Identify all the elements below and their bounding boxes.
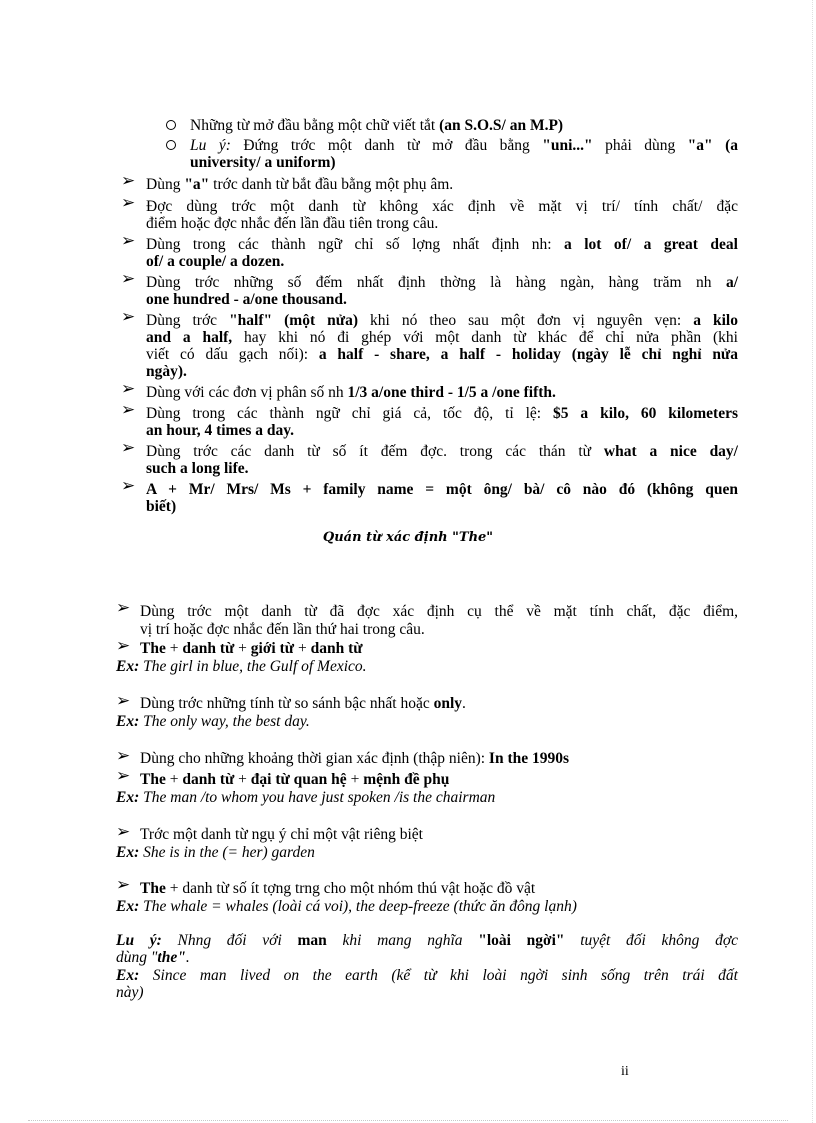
- page-right-border: [812, 0, 813, 1123]
- article-a-item-continued: biết): [146, 498, 177, 515]
- article-a-item-continued: ngày).: [146, 363, 187, 380]
- example-line: Ex: The only way, the best day.: [116, 713, 310, 730]
- arrow-bullet-icon: ➢: [121, 269, 136, 289]
- the-item: The + danh từ + giới từ + danh từ: [140, 640, 363, 657]
- example-line: Ex: Since man lived on the earth (kể từ khi loài ngời sinh sống trên trái đất: [116, 967, 738, 984]
- article-a-item-continued: such a long life.: [146, 460, 249, 477]
- the-item: Dùng trớc một danh từ đã đợc xác định cụ thể về mặt tính chất, đặc điểm,: [140, 603, 738, 620]
- article-a-item: Dùng trong các thành ngữ chỉ giá cả, tốc độ, tỉ lệ: $5 a kilo, 60 kilometers: [146, 405, 738, 422]
- article-a-item-continued: điểm hoặc đợc nhắc đến lần đầu tiên trong câu.: [146, 215, 439, 232]
- arrow-bullet-icon: ➢: [116, 822, 131, 842]
- article-a-item-continued: one hundred - a/one thousand.: [146, 291, 347, 308]
- note-line: Lu ý: Nhng đối với man khi mang nghĩa "loài ngời" tuyệt đối không đợc: [116, 932, 738, 949]
- article-a-item-continued: viết có dấu gạch nối): a half - share, a half - holiday (ngày lễ chỉ nghỉ nửa: [146, 346, 738, 363]
- arrow-bullet-icon: ➢: [116, 691, 131, 711]
- article-a-item: A + Mr/ Mrs/ Ms + family name = một ông/ bà/ cô nào đó (không quen: [146, 481, 738, 498]
- arrow-bullet-icon: ➢: [121, 476, 136, 496]
- article-a-item-continued: and a half, hay khi nó đi ghép với một danh từ khác để chỉ nửa phần (khi: [146, 329, 738, 346]
- the-item: The + danh từ số ít tợng trng cho một nhóm thú vật hoặc đồ vật: [140, 880, 536, 897]
- the-item: Dùng cho những khoảng thời gian xác định (thập niên): In the 1990s: [140, 750, 570, 767]
- section-heading: Quán từ xác định "The": [322, 530, 494, 545]
- arrow-bullet-icon: ➢: [121, 307, 136, 327]
- sublist-item: Lu ý: Đứng trớc một danh từ mở đầu bằng "uni..." phải dùng "a" (a: [190, 137, 738, 154]
- arrow-bullet-icon: ➢: [121, 400, 136, 420]
- example-line: Ex: The man /to whom you have just spoken /is the chairman: [116, 789, 496, 806]
- sublist-item: Những từ mở đầu bằng một chữ viết tắt (an S.O.S/ an M.P): [190, 117, 564, 134]
- arrow-bullet-icon: ➢: [116, 875, 131, 895]
- arrow-bullet-icon: ➢: [121, 231, 136, 251]
- example-line: Ex: She is in the (= her) garden: [116, 844, 315, 861]
- article-a-item: Đợc dùng trớc một danh từ không xác định về mặt vị trí/ tính chất/ đặc: [146, 198, 738, 215]
- the-item: Trớc một danh từ ngụ ý chỉ một vật riêng biệt: [140, 826, 423, 843]
- arrow-bullet-icon: ➢: [121, 438, 136, 458]
- arrow-bullet-icon: ➢: [121, 379, 136, 399]
- example-line: Ex: The girl in blue, the Gulf of Mexico.: [116, 658, 367, 675]
- arrow-bullet-icon: ➢: [116, 636, 131, 656]
- arrow-bullet-icon: ➢: [121, 171, 136, 191]
- the-item-continued: vị trí hoặc đợc nhắc đến lần thứ hai trong câu.: [140, 621, 425, 638]
- arrow-bullet-icon: ➢: [116, 766, 131, 786]
- article-a-item-continued: an hour, 4 times a day.: [146, 422, 294, 439]
- page-number: ii: [621, 1064, 629, 1079]
- article-a-item: Dùng trớc "half" (một nửa) khi nó theo sau một đơn vị nguyên vẹn: a kilo: [146, 312, 738, 329]
- article-a-item: Dùng trong các thành ngữ chỉ số lợng nhất định nh: a lot of/ a great deal: [146, 236, 738, 253]
- page-bottom-border: [28, 1120, 788, 1121]
- arrow-bullet-icon: ➢: [116, 746, 131, 766]
- the-item: The + danh từ + đại từ quan hệ + mệnh đề phụ: [140, 771, 450, 788]
- example-line: Ex: The whale = whales (loài cá voi), the deep-freeze (thức ăn đông lạnh): [116, 898, 577, 915]
- article-a-item-continued: of/ a couple/ a dozen.: [146, 253, 285, 270]
- the-item: Dùng trớc những tính từ so sánh bậc nhất hoặc only.: [140, 695, 466, 712]
- article-a-item: Dùng trớc những số đếm nhất định thờng là hàng ngàn, hàng trăm nh a/: [146, 274, 738, 291]
- circle-bullet-icon: [166, 140, 176, 150]
- article-a-item: Dùng với các đơn vị phân số nh 1/3 a/one third - 1/5 a /one fifth.: [146, 384, 556, 401]
- article-a-item: Dùng "a" trớc danh từ bắt đầu bằng một phụ âm.: [146, 176, 454, 193]
- note-line-continued: dùng "the".: [116, 949, 190, 966]
- circle-bullet-icon: [166, 120, 176, 130]
- arrow-bullet-icon: ➢: [121, 193, 136, 213]
- sublist-item-continued: university/ a uniform): [190, 154, 336, 171]
- article-a-item: Dùng trớc các danh từ số ít đếm đợc. trong các thán từ what a nice day/: [146, 443, 738, 460]
- example-line-continued: này): [116, 984, 144, 1001]
- arrow-bullet-icon: ➢: [116, 598, 131, 618]
